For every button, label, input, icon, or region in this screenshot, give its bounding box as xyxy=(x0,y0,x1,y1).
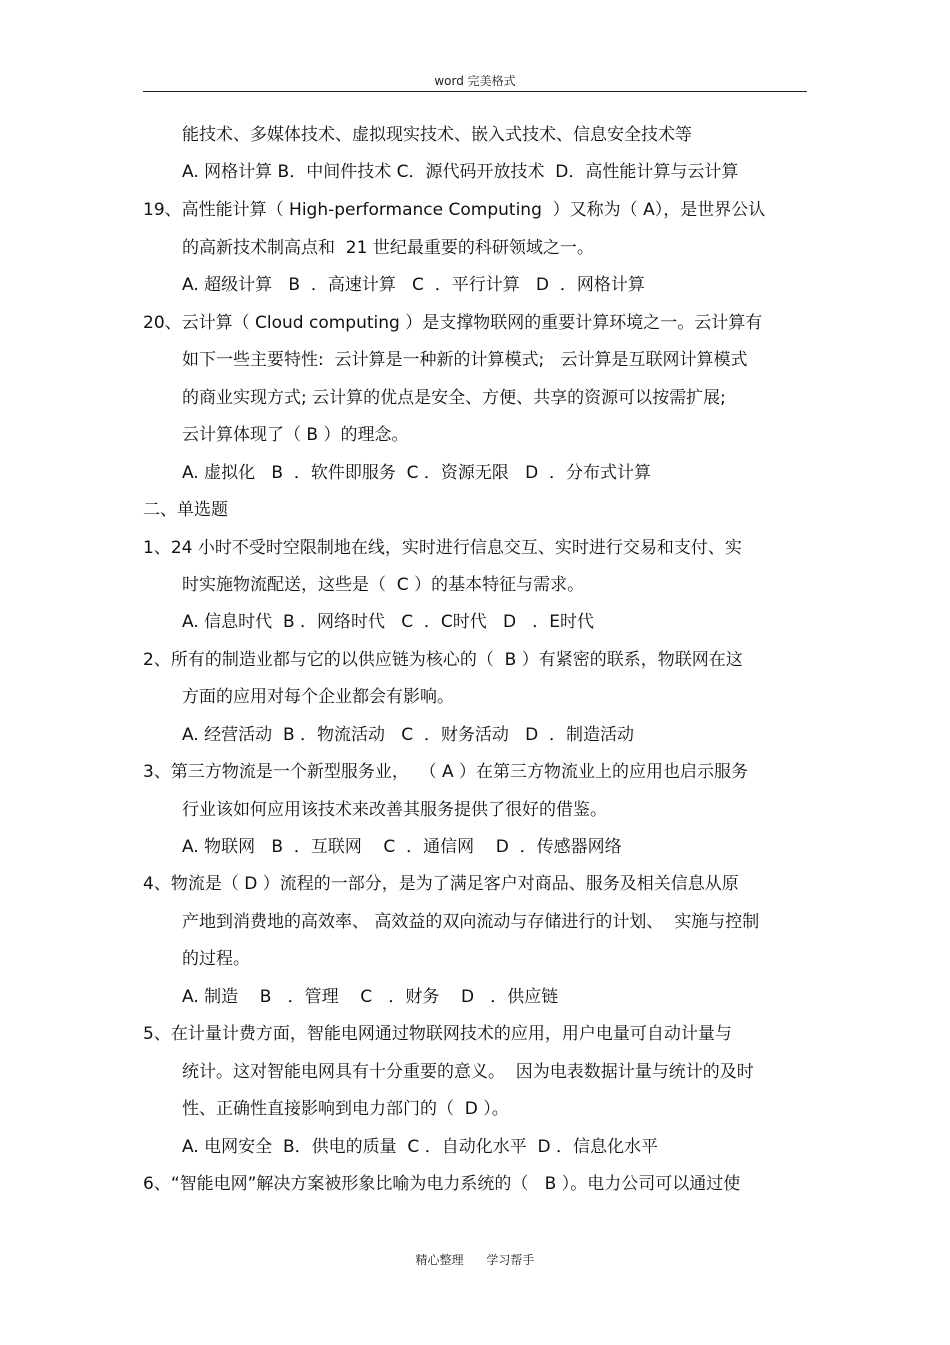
options-line: A. 电网安全 B．供电的质量 C ．自动化水平 D ．信息化水平 xyxy=(182,1137,658,1157)
header-divider xyxy=(143,91,807,92)
page-header: word 完美格式 xyxy=(434,74,516,88)
text-line: 如下一些主要特性: 云计算是一种新的计算模式; 云计算是互联网计算模式 xyxy=(182,350,748,370)
question-1: 1、24 小时不受时空限制地在线，实时进行信息交互、实时进行交易和支付、实 xyxy=(143,538,742,558)
options-line: A. 网格计算 B．中间件技术 C．源代码开放技术 D．高性能计算与云计算 xyxy=(182,162,739,182)
text-line: 性、正确性直接影响到电力部门的（ D ）。 xyxy=(182,1099,509,1119)
question-3: 3、第三方物流是一个新型服务业， （ A ）在第三方物流业上的应用也启示服务 xyxy=(143,762,749,782)
section-heading: 二、单选题 xyxy=(143,500,228,520)
options-line: A. 虚拟化 B ．软件即服务 C ．资源无限 D ．分布式计算 xyxy=(182,463,652,483)
options-line: A. 经营活动 B ．物流活动 C ．财务活动 D ．制造活动 xyxy=(182,725,635,745)
text-line: 统计。这对智能电网具有十分重要的意义。 因为电表数据计量与统计的及时 xyxy=(182,1062,754,1082)
text-line: 的商业实现方式; 云计算的优点是安全、方便、共享的资源可以按需扩展; xyxy=(182,388,726,408)
options-line: A. 制造 B ．管理 C ．财务 D ．供应链 xyxy=(182,987,559,1007)
options-line: A. 超级计算 B ．高速计算 C ．平行计算 D ．网格计算 xyxy=(182,275,645,295)
text-line: 能技术、多媒体技术、虚拟现实技术、嵌入式技术、信息安全技术等 xyxy=(182,125,692,145)
text-line: 时实施物流配送，这些是（ C ）的基本特征与需求。 xyxy=(182,575,585,595)
question-19: 19、高性能计算（ High-performance Computing ）又称为（ A），是世界公认 xyxy=(143,200,766,220)
text-line: 行业该如何应用该技术来改善其服务提供了很好的借鉴。 xyxy=(182,800,607,820)
question-2: 2、所有的制造业都与它的以供应链为核心的（ B ）有紧密的联系，物联网在这 xyxy=(143,650,743,670)
options-line: A. 信息时代 B ．网络时代 C ．C时代 D ．E时代 xyxy=(182,612,595,632)
text-line: 的过程。 xyxy=(182,949,250,969)
text-line: 的高新技术制高点和 21 世纪最重要的科研领域之一。 xyxy=(182,238,594,258)
question-6: 6、“智能电网”解决方案被形象比喻为电力系统的（ B ）。电力公司可以通过使 xyxy=(143,1174,741,1194)
page-footer: 精心整理 学习帮手 xyxy=(415,1253,535,1267)
text-line: 方面的应用对每个企业都会有影响。 xyxy=(182,687,454,707)
text-line: 云计算体现了（ B ）的理念。 xyxy=(182,425,409,445)
question-4: 4、物流是（ D ）流程的一部分，是为了满足客户对商品、服务及相关信息从原 xyxy=(143,874,739,894)
text-line: 产地到消费地的高效率、 高效益的双向流动与存储进行的计划、 实施与控制 xyxy=(182,912,760,932)
options-line: A. 物联网 B ．互联网 C ．通信网 D ．传感器网络 xyxy=(182,837,622,857)
question-20: 20、云计算（ Cloud computing ）是支撑物联网的重要计算环境之一。云计算有 xyxy=(143,313,763,333)
question-5: 5、在计量计费方面，智能电网通过物联网技术的应用，用户电量可自动计量与 xyxy=(143,1024,732,1044)
